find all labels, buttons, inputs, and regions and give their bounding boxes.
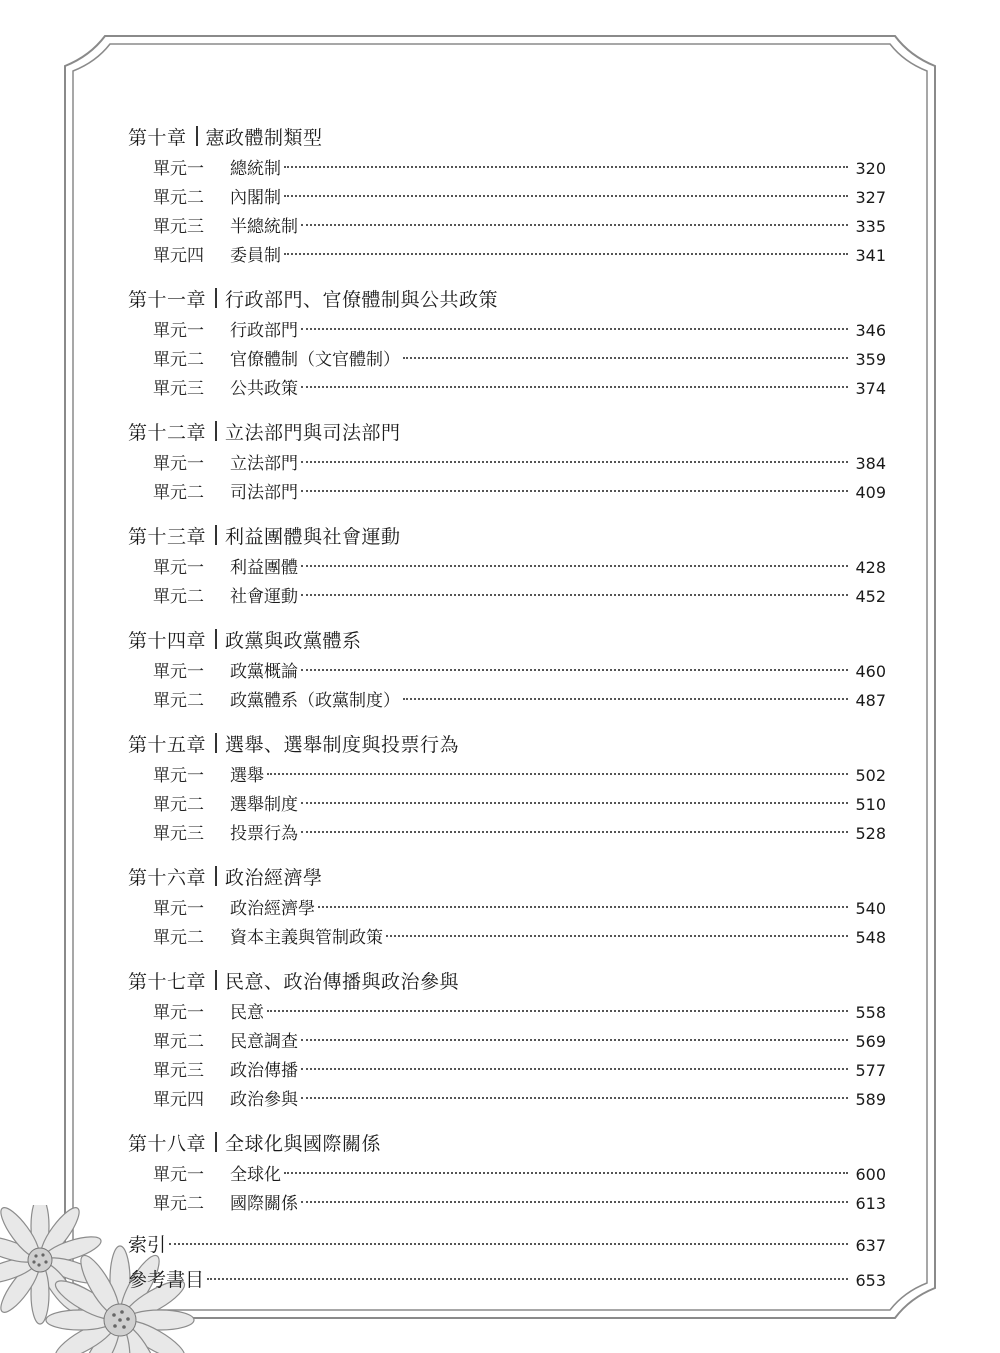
dot-leader [301, 461, 848, 463]
chapter-number: 第十三章 [128, 525, 207, 548]
unit-list [128, 998, 886, 1114]
unit-label: 單元二 [153, 587, 204, 607]
unit-title: 立法部門 [230, 454, 298, 474]
unit-title: 資本主義與管制政策 [230, 928, 383, 948]
toc-unit-entry [128, 1027, 886, 1056]
toc-unit-entry [128, 183, 886, 212]
unit-label: 單元一 [153, 1003, 204, 1023]
toc-unit-entry [128, 374, 886, 403]
toc-unit-entry [128, 657, 886, 686]
unit-label: 單元三 [153, 379, 204, 399]
unit-title: 政黨體系（政黨制度） [230, 691, 400, 711]
unit-label: 單元四 [153, 246, 204, 266]
dot-leader [284, 166, 848, 168]
page-number: 409 [855, 483, 886, 502]
page-number: 384 [855, 454, 886, 473]
dot-leader [301, 802, 848, 804]
page-number: 359 [855, 350, 886, 369]
unit-label: 單元一 [153, 558, 204, 578]
page-number: 452 [855, 587, 886, 606]
unit-title: 選舉制度 [230, 795, 298, 815]
page-number: 569 [855, 1032, 886, 1051]
dot-leader [284, 1172, 848, 1174]
toc-unit-entry [128, 345, 886, 374]
dot-leader [301, 1039, 848, 1041]
unit-title: 公共政策 [230, 379, 298, 399]
unit-list [128, 894, 886, 952]
chapter-number: 第十六章 [128, 866, 207, 889]
unit-title: 行政部門 [230, 321, 298, 341]
chapter-title: 全球化與國際關係 [225, 1132, 382, 1155]
unit-list [128, 761, 886, 848]
chapter-heading [128, 621, 886, 657]
unit-title: 官僚體制（文官體制） [230, 350, 400, 370]
unit-list [128, 154, 886, 270]
page-number: 548 [855, 928, 886, 947]
chapter-divider [215, 866, 217, 886]
chapter-number: 第十八章 [128, 1132, 207, 1155]
unit-title: 司法部門 [230, 483, 298, 503]
unit-label: 單元一 [153, 662, 204, 682]
page-number: 510 [855, 795, 886, 814]
chapter-number: 第十五章 [128, 733, 207, 756]
chapter-divider [215, 970, 217, 990]
chapter-divider [215, 1132, 217, 1152]
dot-leader [403, 357, 848, 359]
chapter-divider [215, 629, 217, 649]
page-number: 502 [855, 766, 886, 785]
page-number: 341 [855, 246, 886, 265]
toc-unit-entry [128, 1189, 886, 1218]
dot-leader [207, 1278, 848, 1280]
unit-list [128, 553, 886, 611]
chapter-divider [215, 288, 217, 308]
index-title: 索引 [128, 1234, 167, 1256]
toc-unit-entry [128, 998, 886, 1027]
toc-unit-entry [128, 923, 886, 952]
dot-leader [301, 386, 848, 388]
toc-unit-entry [128, 449, 886, 478]
dot-leader [301, 224, 848, 226]
page-number: 558 [855, 1003, 886, 1022]
unit-title: 利益團體 [230, 558, 298, 578]
chapter-title: 立法部門與司法部門 [225, 421, 401, 444]
bibliography-title: 參考書目 [128, 1269, 205, 1291]
unit-title: 半總統制 [230, 217, 298, 237]
chapter-title: 憲政體制類型 [205, 126, 323, 149]
page-number: 335 [855, 217, 886, 236]
dot-leader [301, 490, 848, 492]
chapter-heading [128, 517, 886, 553]
page-number: 428 [855, 558, 886, 577]
chapter-heading [128, 413, 886, 449]
unit-label: 單元一 [153, 454, 204, 474]
unit-list [128, 657, 886, 715]
page-number: 653 [855, 1271, 886, 1290]
chapter-divider [215, 525, 217, 545]
unit-title: 民意 [230, 1003, 264, 1023]
toc-unit-entry [128, 241, 886, 270]
chapter-divider [215, 733, 217, 753]
toc-unit-entry [128, 553, 886, 582]
unit-title: 委員制 [230, 246, 281, 266]
chapter-heading [128, 1124, 886, 1160]
dot-leader [301, 1201, 848, 1203]
unit-title: 全球化 [230, 1165, 281, 1185]
unit-label: 單元二 [153, 1032, 204, 1052]
index-entry [128, 1228, 886, 1263]
chapter-heading [128, 280, 886, 316]
unit-label: 單元一 [153, 766, 204, 786]
chapter-title: 政黨與政黨體系 [225, 629, 362, 652]
page-number: 528 [855, 824, 886, 843]
chapter-title: 利益團體與社會運動 [225, 525, 401, 548]
chapter-number: 第十二章 [128, 421, 207, 444]
unit-label: 單元一 [153, 1165, 204, 1185]
dot-leader [169, 1243, 848, 1245]
toc-unit-entry [128, 1160, 886, 1189]
toc-unit-entry [128, 819, 886, 848]
dot-leader [284, 195, 848, 197]
unit-label: 單元二 [153, 188, 204, 208]
page-number: 613 [855, 1194, 886, 1213]
unit-title: 總統制 [230, 159, 281, 179]
unit-title: 內閣制 [230, 188, 281, 208]
chapter-title: 選舉、選舉制度與投票行為 [225, 733, 460, 756]
toc-unit-entry [128, 894, 886, 923]
unit-label: 單元三 [153, 217, 204, 237]
unit-label: 單元二 [153, 691, 204, 711]
unit-title: 政治傳播 [230, 1061, 298, 1081]
page-number: 374 [855, 379, 886, 398]
dot-leader [267, 773, 848, 775]
dot-leader [318, 906, 848, 908]
unit-label: 單元二 [153, 1194, 204, 1214]
bibliography-entry [128, 1263, 886, 1298]
dot-leader [301, 565, 848, 567]
dot-leader [301, 328, 848, 330]
unit-title: 政治經濟學 [230, 899, 315, 919]
unit-title: 投票行為 [230, 824, 298, 844]
page-number: 540 [855, 899, 886, 918]
unit-label: 單元二 [153, 483, 204, 503]
unit-title: 政治參與 [230, 1090, 298, 1110]
chapter-title: 行政部門、官僚體制與公共政策 [225, 288, 499, 311]
page-number: 487 [855, 691, 886, 710]
dot-leader [301, 669, 848, 671]
dot-leader [301, 1097, 848, 1099]
unit-title: 民意調查 [230, 1032, 298, 1052]
dot-leader [386, 935, 848, 937]
chapter-number: 第十四章 [128, 629, 207, 652]
chapter-number: 第十章 [128, 126, 187, 149]
chapter-title: 政治經濟學 [225, 866, 323, 889]
chapter-divider [196, 126, 198, 146]
dot-leader [301, 594, 848, 596]
toc-unit-entry [128, 1056, 886, 1085]
unit-title: 選舉 [230, 766, 264, 786]
toc-unit-entry [128, 790, 886, 819]
toc-unit-entry [128, 478, 886, 507]
page-number: 460 [855, 662, 886, 681]
page-number: 637 [855, 1236, 886, 1255]
chapter-heading [128, 725, 886, 761]
unit-list [128, 1160, 886, 1218]
unit-title: 國際關係 [230, 1194, 298, 1214]
toc-unit-entry [128, 154, 886, 183]
unit-label: 單元三 [153, 824, 204, 844]
toc-unit-entry [128, 1085, 886, 1114]
toc-unit-entry [128, 316, 886, 345]
chapter-heading [128, 118, 886, 154]
unit-label: 單元一 [153, 899, 204, 919]
unit-label: 單元二 [153, 350, 204, 370]
toc-unit-entry [128, 212, 886, 241]
chapter-number: 第十七章 [128, 970, 207, 993]
unit-label: 單元四 [153, 1090, 204, 1110]
unit-title: 社會運動 [230, 587, 298, 607]
chapter-title: 民意、政治傳播與政治參與 [225, 970, 460, 993]
table-of-contents [128, 118, 886, 1298]
toc-unit-entry [128, 761, 886, 790]
chapter-number: 第十一章 [128, 288, 207, 311]
unit-label: 單元二 [153, 928, 204, 948]
dot-leader [284, 253, 848, 255]
page-number: 327 [855, 188, 886, 207]
dot-leader [403, 698, 848, 700]
dot-leader [301, 831, 848, 833]
page-number: 346 [855, 321, 886, 340]
unit-label: 單元一 [153, 159, 204, 179]
chapter-divider [215, 421, 217, 441]
unit-label: 單元一 [153, 321, 204, 341]
dot-leader [267, 1010, 848, 1012]
chapter-heading [128, 962, 886, 998]
page-number: 320 [855, 159, 886, 178]
toc-unit-entry [128, 686, 886, 715]
page-number: 600 [855, 1165, 886, 1184]
unit-list [128, 449, 886, 507]
unit-title: 政黨概論 [230, 662, 298, 682]
toc-unit-entry [128, 582, 886, 611]
unit-list [128, 316, 886, 403]
unit-label: 單元二 [153, 795, 204, 815]
dot-leader [301, 1068, 848, 1070]
unit-label: 單元三 [153, 1061, 204, 1081]
page-number: 589 [855, 1090, 886, 1109]
page-number: 577 [855, 1061, 886, 1080]
chapter-heading [128, 858, 886, 894]
